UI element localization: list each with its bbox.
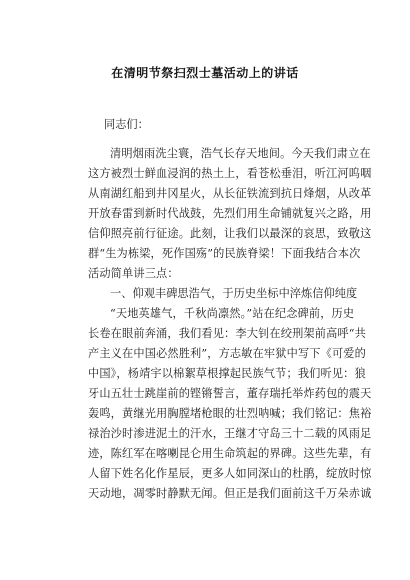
salutation: 同志们： — [104, 118, 149, 131]
paragraph-line: 禄治沙时渗进泥土的汗水，王继才守岛三十二载的风雨足 — [88, 427, 372, 440]
paragraph-line: 清明烟雨洗尘寰，浩气长存天地间。今天我们肃立在 — [110, 147, 371, 160]
paragraph-line: 迹，陈红军在喀喇昆仑用生命筑起的界碑。这些先辈，有 — [88, 447, 372, 460]
paragraph-line: “天地英雄气，千秋尚凛然。”站在纪念碑前，历史 — [110, 307, 355, 320]
paragraph-line: 信仰照亮前行征途。此刻，让我们以最深的哀思，致敬这 — [88, 227, 372, 240]
paragraph-line: 这方被烈士鲜血浸润的热土上，看苍松垂泪，听江河呜咽 — [88, 167, 372, 180]
document-body — [88, 114, 372, 504]
section-heading: 一、仰观丰碑思浩气，于历史坐标中淬炼信仰纯度 — [110, 287, 358, 300]
paragraph-line: 群“生为栋梁，死作国殇”的民族脊梁！下面我结合本次 — [88, 247, 361, 260]
paragraph-line: 长卷在眼前奔涌，我们看见：李大钊在绞刑架前高呼“共 — [88, 327, 366, 340]
paragraph-line: 活动简单讲三点： — [88, 267, 179, 280]
paragraph-line: 轰鸣，黄继光用胸膛堵枪眼的壮烈呐喊；我们铭记：焦裕 — [88, 407, 372, 420]
paragraph-line: 人留下姓名化作星辰，更多人如同深山的杜鹃，绽放时惊 — [88, 467, 372, 480]
paragraph-line: 从南湖红船到井冈星火，从长征铁流到抗日烽烟，从改革 — [88, 187, 372, 200]
paragraph-line: 天动地，凋零时静默无闻。但正是我们面前这千万朵赤诚 — [88, 487, 372, 500]
paragraph-line: 产主义在中国必然胜利”，方志敏在牢狱中写下《可爱的 — [88, 347, 366, 360]
paragraph-line: 牙山五壮士跳崖前的铿锵誓言，董存瑞托举炸药包的震天 — [88, 387, 372, 400]
document-title: 在清明节祭扫烈士墓活动上的讲话 — [111, 66, 299, 80]
paragraph-line: 中国》，杨靖宇以棉絮草根撑起民族气节；我们听见：狼 — [88, 367, 366, 380]
paragraph-line: 开放春雷到新时代战鼓，先烈们用生命铺就复兴之路，用 — [88, 207, 372, 220]
